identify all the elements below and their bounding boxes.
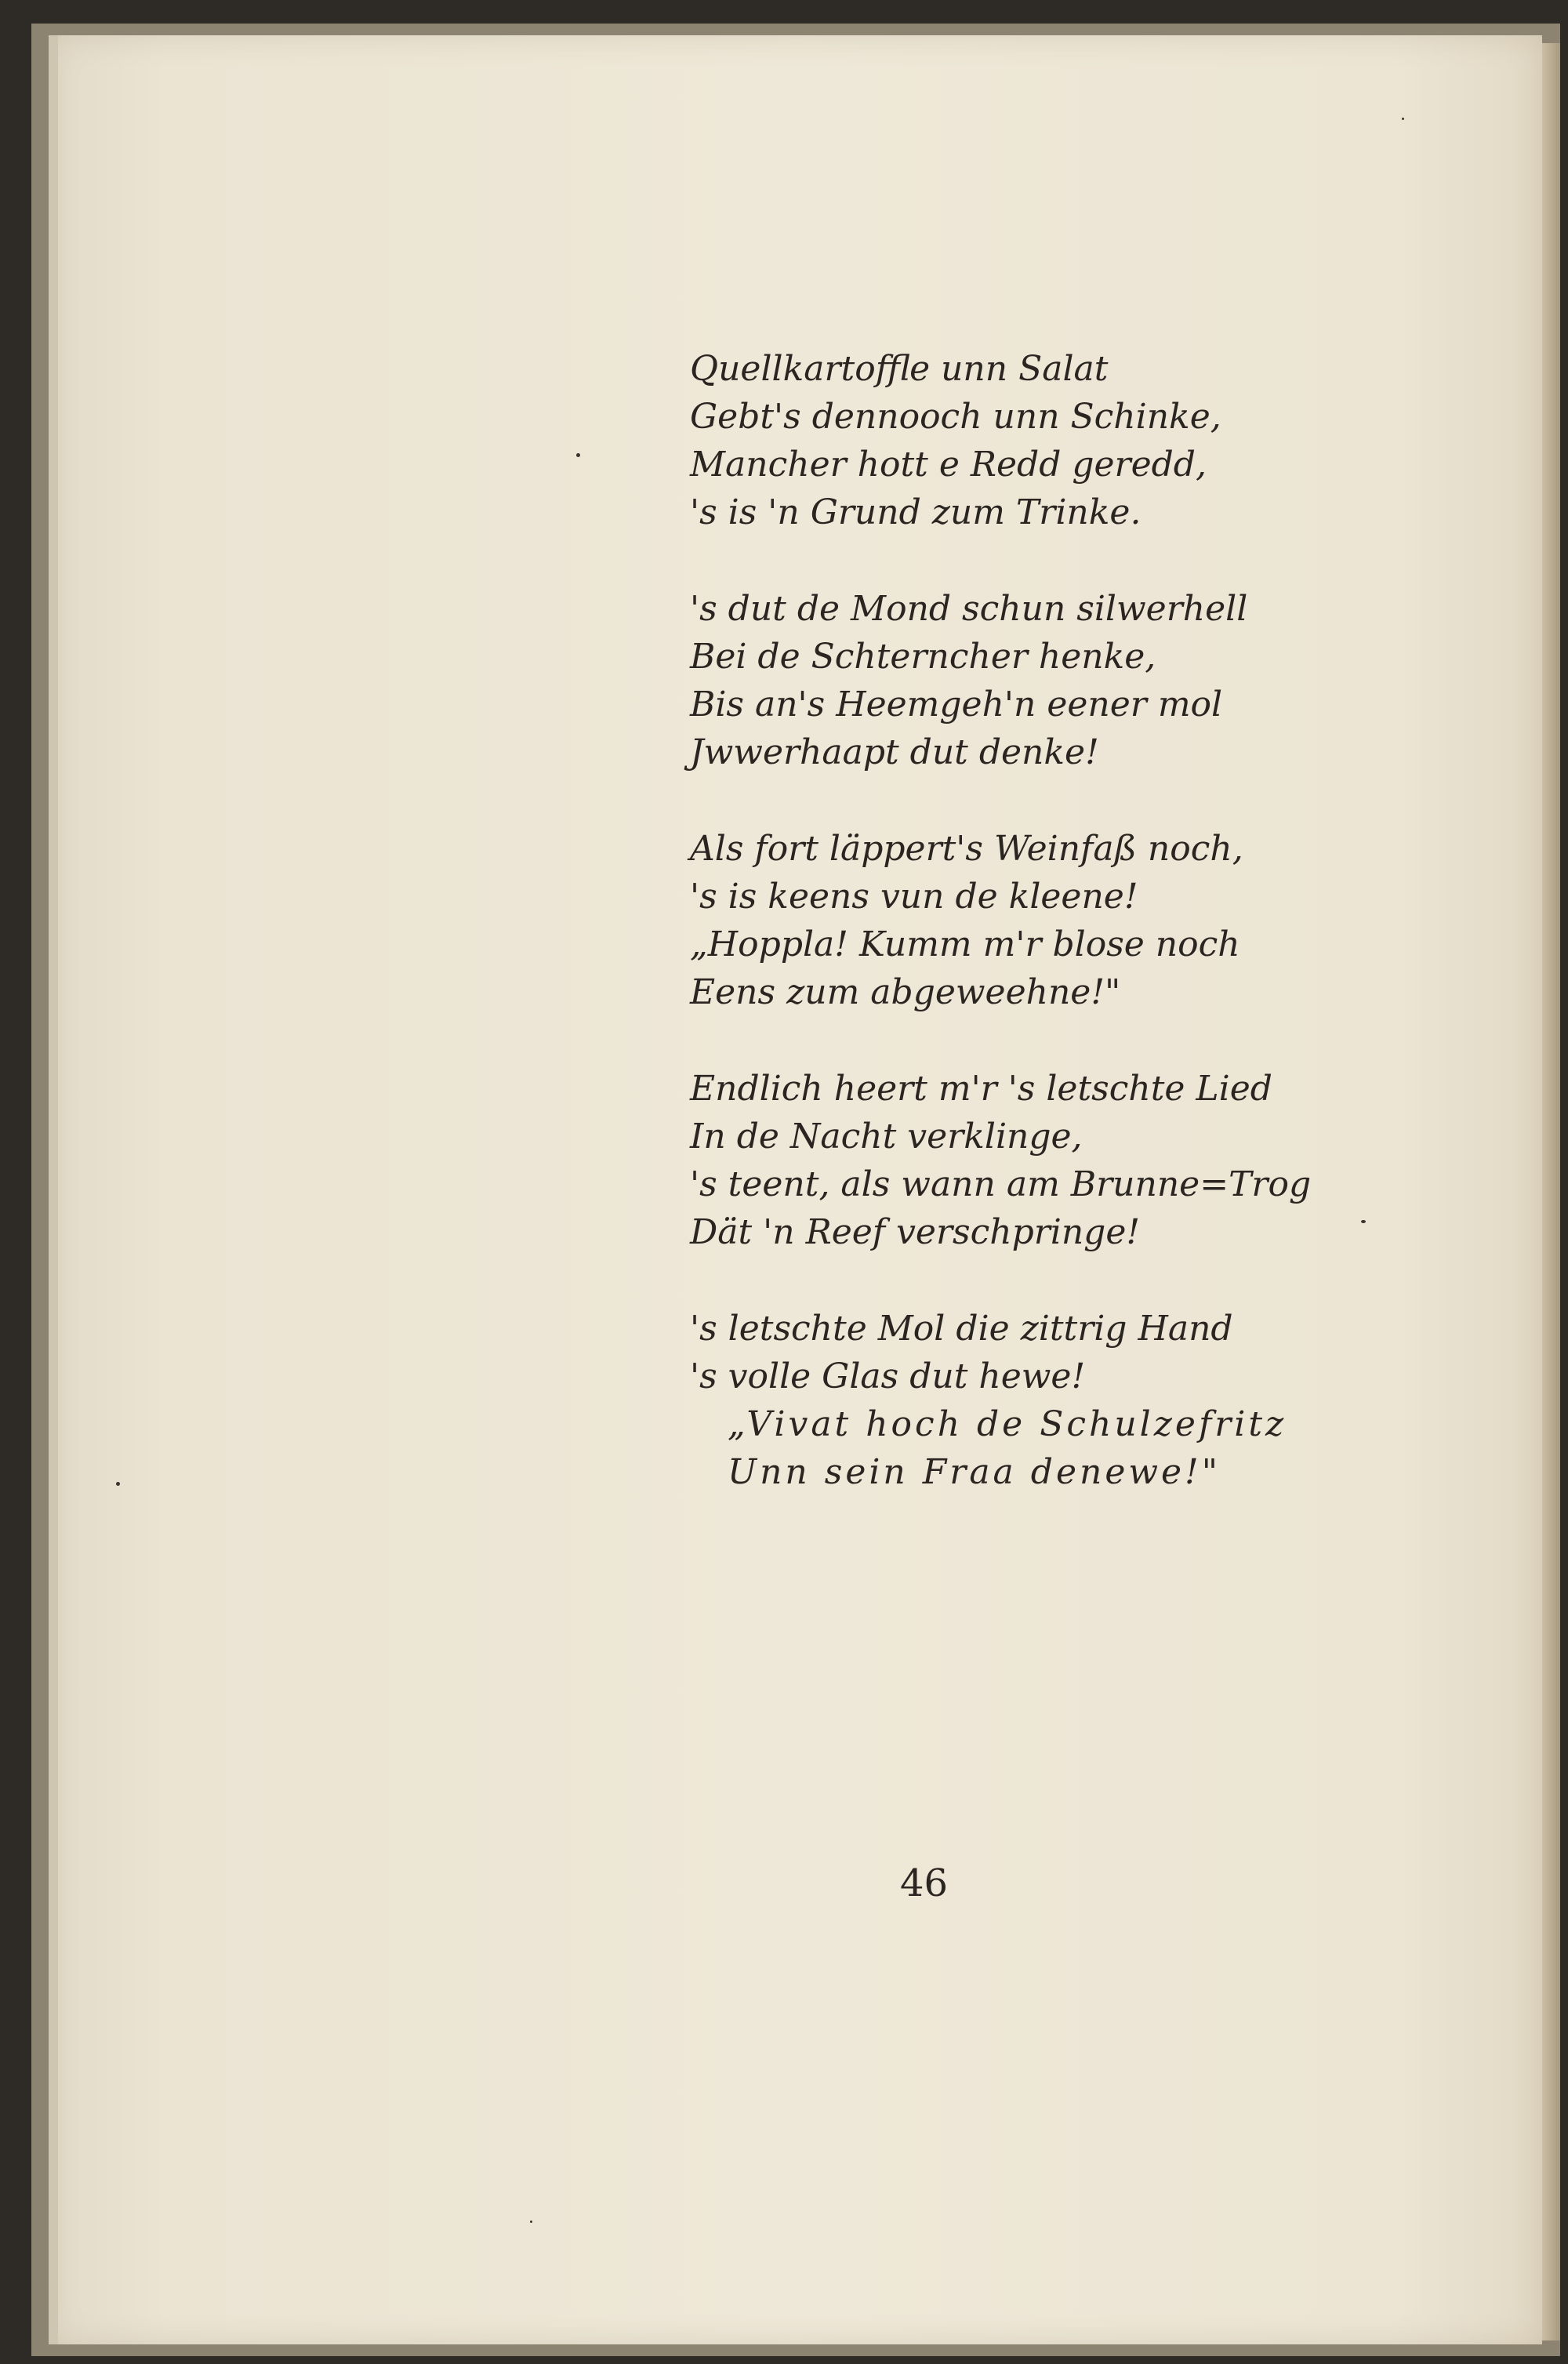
poem-line: Quellkartoffle unn Salat — [690, 349, 1109, 389]
poem-line: Als fort läppert's Weinfaß noch, — [690, 829, 1243, 869]
stanza-5 — [690, 1305, 1396, 1496]
poem-line: 's is 'n Grund zum Trinke. — [690, 492, 1142, 532]
page-fore-edge — [1542, 43, 1560, 2340]
stanza-2 — [690, 585, 1396, 776]
poem-line: „Hoppla! Kumm m'r blose noch — [690, 924, 1240, 964]
stanza-3 — [690, 825, 1396, 1016]
poem-line: 's dut de Mond schun silwerhell — [690, 589, 1248, 629]
poem-line: Gebt's dennooch unn Schinke, — [690, 397, 1221, 437]
poem-line: „Vivat hoch de Schulzefritz — [728, 1404, 1287, 1444]
poem-line: Bei de Schterncher henke, — [690, 637, 1156, 677]
paper-speck — [116, 1482, 120, 1486]
paper-speck — [1402, 118, 1404, 120]
poem-line: 's letschte Mol die zittrig Hand — [690, 1309, 1233, 1349]
poem-line: Dät 'n Reef verschpringe! — [690, 1212, 1141, 1252]
poem-line: In de Nacht verklinge, — [690, 1117, 1083, 1157]
poem-line: 's volle Glas dut hewe! — [690, 1356, 1086, 1396]
poem-line: Mancher hott e Redd geredd, — [690, 445, 1207, 485]
page-number: 46 — [900, 1861, 949, 1905]
stanza-1 — [690, 345, 1396, 536]
poem-line: 's is keens vun de kleene! — [690, 877, 1138, 917]
poem-line: Endlich heert m'r 's letschte Lied — [690, 1069, 1272, 1109]
stanza-4 — [690, 1065, 1396, 1256]
paper-speck — [576, 453, 580, 457]
poem-line: Bis an's Heemgeh'n eener mol — [690, 685, 1223, 724]
poem-line: Unn sein Fraa denewe!" — [728, 1452, 1221, 1492]
poem-line: Eens zum abgeweehne!" — [690, 972, 1121, 1012]
poem-line: Jwwerhaapt dut denke! — [690, 732, 1099, 772]
paper-speck — [530, 2221, 532, 2223]
poem-line: 's teent, als wann am Brunne=Trog — [690, 1164, 1312, 1204]
poem — [690, 345, 1396, 1545]
page-gutter — [49, 35, 58, 2344]
